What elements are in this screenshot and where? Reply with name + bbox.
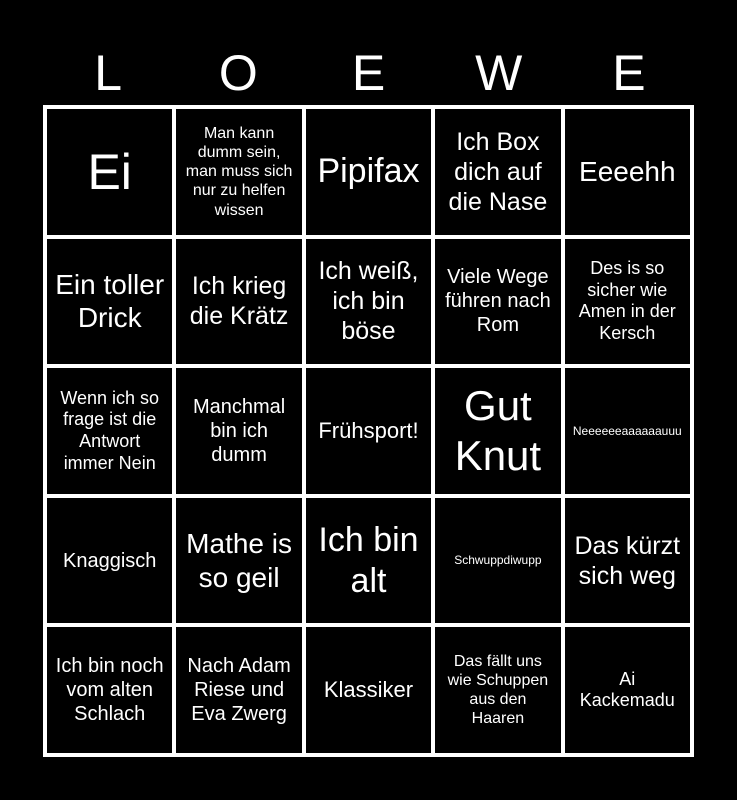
header-letter-2: O (218, 45, 258, 101)
bingo-cell-r3c4[interactable] (433, 366, 562, 496)
cell-text: Klassiker (323, 677, 414, 702)
header-letter-1: L (94, 45, 122, 101)
header-letter-4: W (475, 45, 523, 101)
cell-text: Neeeeeeaaaaaauuu (572, 423, 682, 438)
bingo-cell-r1c3[interactable] (304, 107, 433, 237)
bingo-cell-r5c5[interactable] (563, 625, 692, 755)
cell-text: Man kann dumm sein, man muss sich nur zu helfen wissen (185, 124, 293, 219)
cell-text: Pipifax (317, 152, 420, 191)
cell-text: Schwuppdiwupp (454, 553, 542, 568)
bingo-cell-r5c4[interactable] (433, 625, 562, 755)
cell-text: Ich weiß, ich bin böse (318, 257, 419, 346)
cell-text: Ei (87, 143, 132, 200)
cell-text: Ich krieg die Krätz (189, 272, 289, 331)
bingo-board (43, 105, 694, 757)
bingo-cell-r4c3[interactable] (304, 496, 433, 626)
bingo-cell-r2c4[interactable] (433, 237, 562, 367)
bingo-cell-r4c2[interactable] (174, 496, 303, 626)
bingo-cell-r4c4[interactable] (433, 496, 562, 626)
bingo-cell-r2c2[interactable] (174, 237, 303, 367)
header-letter-5: E (612, 45, 646, 101)
bingo-cell-r3c3[interactable] (304, 366, 433, 496)
cell-text: Ich bin alt (318, 520, 419, 600)
bingo-cell-r1c2[interactable] (174, 107, 303, 237)
bingo-cell-r2c3[interactable] (304, 237, 433, 367)
bingo-cell-r3c2[interactable] (174, 366, 303, 496)
bingo-cell-r5c1[interactable] (45, 625, 174, 755)
cell-text: Ai Kackemadu (579, 668, 675, 711)
cell-text: Frühsport! (318, 417, 419, 443)
bingo-cell-r5c2[interactable] (174, 625, 303, 755)
bingo-cell-r1c4[interactable] (433, 107, 562, 237)
bingo-cell-r3c5[interactable] (563, 366, 692, 496)
cell-text: Eeeehh (579, 156, 676, 187)
cell-text: Das kürzt sich weg (574, 531, 681, 590)
cell-text: Viele Wege führen nach Rom (445, 266, 551, 337)
header-letter-3: E (351, 45, 386, 101)
bingo-cell-r1c1[interactable] (45, 107, 174, 237)
bingo-cell-r2c5[interactable] (563, 237, 692, 367)
cell-text: Ich Box dich auf die Nase (448, 127, 548, 216)
bingo-header (43, 42, 694, 104)
bingo-cell-r3c1[interactable] (45, 366, 174, 496)
cell-text: Ein toller Drick (55, 268, 165, 334)
bingo-cell-r2c1[interactable] (45, 237, 174, 367)
cell-text: Ich bin noch vom alten Schlach (55, 655, 164, 726)
cell-text: Mathe is so geil (186, 528, 292, 593)
cell-text: Knaggisch (62, 549, 157, 572)
bingo-cell-r4c1[interactable] (45, 496, 174, 626)
bingo-cell-r4c5[interactable] (563, 496, 692, 626)
bingo-cell-r5c3[interactable] (304, 625, 433, 755)
cell-text: Des is so sicher wie Amen in der Kersch (578, 258, 676, 343)
cell-text: Nach Adam Riese und Eva Zwerg (187, 655, 291, 726)
bingo-cell-r1c5[interactable] (563, 107, 692, 237)
cell-text: Manchmal bin ich dumm (192, 395, 286, 466)
cell-text: Das fällt uns wie Schuppen aus den Haaren (447, 652, 549, 728)
cell-text: Wenn ich so frage ist die Antwort immer Nein (60, 387, 160, 473)
cell-text: Gut Knut (454, 381, 542, 479)
